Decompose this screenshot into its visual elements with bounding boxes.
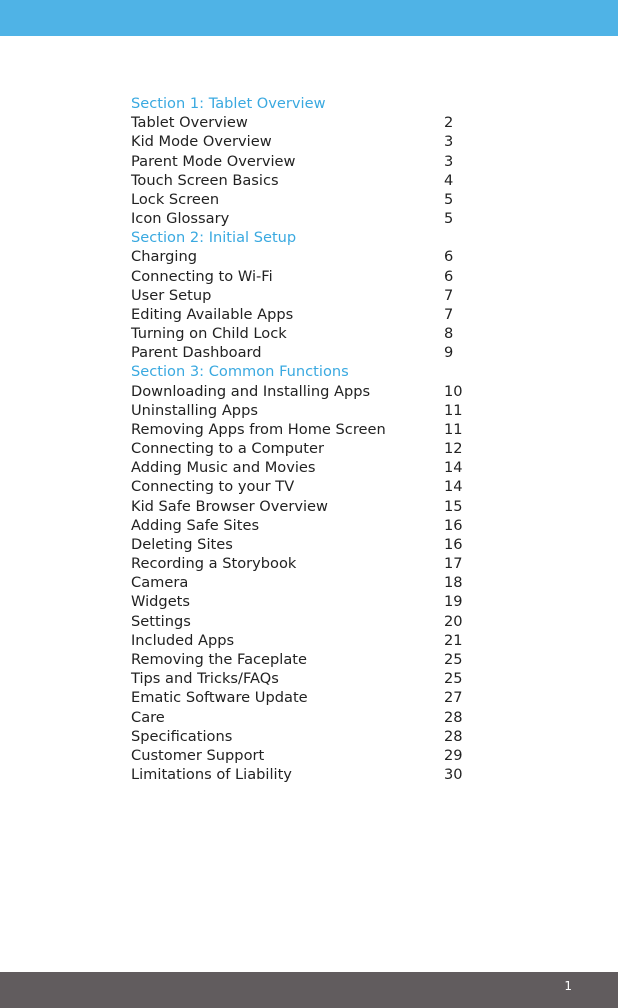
toc-entry[interactable] — [131, 401, 491, 420]
toc-entry-page: 10 — [444, 382, 463, 400]
toc-entry-page: 25 — [444, 650, 463, 668]
toc-entry[interactable] — [131, 382, 491, 401]
toc-entry[interactable] — [131, 152, 491, 171]
toc-entry-title: Kid Mode Overview — [131, 133, 272, 151]
toc-entry[interactable] — [131, 132, 491, 151]
toc-section-heading[interactable] — [131, 362, 491, 381]
toc-entry-page: 28 — [444, 727, 463, 745]
toc-entry-page: 5 — [444, 190, 454, 208]
toc-section-heading[interactable] — [131, 94, 491, 113]
toc-entry-title: Ematic Software Update — [131, 689, 308, 707]
toc-entry-page: 25 — [444, 670, 463, 688]
toc-entry-page: 14 — [444, 478, 463, 496]
toc-entry[interactable] — [131, 324, 491, 343]
toc-entry[interactable] — [131, 746, 491, 765]
toc-entry-page: 16 — [444, 535, 463, 553]
toc-entry[interactable] — [131, 612, 491, 631]
toc-entry[interactable] — [131, 343, 491, 362]
toc-entry[interactable] — [131, 650, 491, 669]
toc-entry[interactable] — [131, 267, 491, 286]
toc-entry-page: 29 — [444, 746, 463, 764]
toc-entry-page: 6 — [444, 267, 454, 285]
toc-entry-page: 11 — [444, 420, 463, 438]
toc-entry-page: 4 — [444, 171, 454, 189]
toc-entry-title: Parent Mode Overview — [131, 152, 296, 170]
toc-entry-title: Charging — [131, 248, 197, 266]
toc-entry-page: 3 — [444, 133, 454, 151]
toc-entry-page: 18 — [444, 574, 463, 592]
header-bar — [0, 0, 618, 36]
toc-entry-title: Editing Available Apps — [131, 305, 294, 323]
toc-entry-title: Deleting Sites — [131, 535, 233, 553]
toc-entry-title: Tips and Tricks/FAQs — [131, 670, 279, 688]
toc-entry-page: 7 — [444, 305, 454, 323]
toc-entry-title: Section 3: Common Functions — [131, 363, 349, 381]
toc-section-heading[interactable] — [131, 228, 491, 247]
toc-entry[interactable] — [131, 286, 491, 305]
toc-entry-title: Section 1: Tablet Overview — [131, 95, 326, 112]
toc-entry[interactable] — [131, 247, 491, 266]
toc-entry[interactable] — [131, 765, 491, 784]
toc-entry-page: 17 — [444, 555, 463, 573]
toc-entry[interactable] — [131, 554, 491, 573]
footer-bar — [0, 972, 618, 1008]
toc-entry-title: Turning on Child Lock — [131, 325, 287, 343]
toc-entry-title: Limitations of Liability — [131, 766, 292, 784]
toc-entry-page: 30 — [444, 766, 463, 784]
toc-entry[interactable] — [131, 516, 491, 535]
toc-entry[interactable] — [131, 535, 491, 554]
toc-entry[interactable] — [131, 688, 491, 707]
toc-entry[interactable] — [131, 477, 491, 496]
toc-entry-title: Included Apps — [131, 631, 235, 649]
toc-entry-page: 8 — [444, 325, 454, 343]
toc-entry-title: Uninstalling Apps — [131, 401, 258, 419]
toc-entry-title: Customer Support — [131, 746, 265, 764]
toc-entry[interactable] — [131, 631, 491, 650]
toc-entry[interactable] — [131, 305, 491, 324]
toc-entry-page: 3 — [444, 152, 454, 170]
toc-entry-title: Adding Music and Movies — [131, 459, 316, 477]
toc-entry-title: Widgets — [131, 593, 190, 611]
toc-entry-page: 15 — [444, 497, 463, 515]
toc-entry-title: Connecting to a Computer — [131, 440, 324, 458]
toc-entry[interactable] — [131, 209, 491, 228]
toc-entry[interactable] — [131, 113, 491, 132]
toc-entry-title: Lock Screen — [131, 190, 220, 208]
toc-entry[interactable] — [131, 573, 491, 592]
toc-entry[interactable] — [131, 171, 491, 190]
toc-entry[interactable] — [131, 497, 491, 516]
toc-entry-title: Recording a Storybook — [131, 555, 297, 573]
toc-entry-title: Icon Glossary — [131, 210, 230, 228]
toc-entry-title: Tablet Overview — [131, 114, 248, 132]
toc-entry-title: Removing Apps from Home Screen — [131, 420, 386, 438]
toc-entry-title: Section 2: Initial Setup — [131, 229, 297, 247]
toc-entry-title: Downloading and Installing Apps — [131, 382, 371, 400]
toc-entry-title: Specifications — [131, 727, 233, 745]
toc-entry-page: 14 — [444, 459, 463, 477]
toc-entry[interactable] — [131, 458, 491, 477]
toc-entry-page: 11 — [444, 401, 463, 419]
toc-entry-title: Parent Dashboard — [131, 344, 262, 362]
toc-entry-page: 7 — [444, 286, 454, 304]
toc-entry-title: Care — [131, 708, 165, 726]
toc-entry-page: 19 — [444, 593, 463, 611]
toc-entry-title: Camera — [131, 574, 189, 592]
toc-entry-title: Touch Screen Basics — [131, 171, 279, 189]
toc-entry-title: Settings — [131, 612, 191, 630]
toc-entry-page: 21 — [444, 631, 463, 649]
toc-entry-page: 16 — [444, 516, 463, 534]
toc-entry-title: Adding Safe Sites — [131, 516, 260, 534]
toc-entry-page: 2 — [444, 114, 454, 132]
toc-entry[interactable] — [131, 708, 491, 727]
toc-entry-page: 5 — [444, 210, 454, 228]
toc-entry[interactable] — [131, 439, 491, 458]
toc-entry[interactable] — [131, 592, 491, 611]
toc-entry[interactable] — [131, 669, 491, 688]
toc-entry-page: 6 — [444, 248, 454, 266]
toc-entry[interactable] — [131, 420, 491, 439]
toc-entry-title: Connecting to Wi-Fi — [131, 267, 273, 285]
toc-entry[interactable] — [131, 727, 491, 746]
toc-entry-title: Kid Safe Browser Overview — [131, 497, 328, 515]
toc-entry-page: 20 — [444, 612, 463, 630]
toc-entry-title: Connecting to your TV — [131, 478, 295, 496]
toc-entry-page: 27 — [444, 689, 463, 707]
table-of-contents — [131, 94, 491, 784]
toc-entry-page: 9 — [444, 344, 454, 362]
page-number: 1 — [564, 979, 572, 993]
toc-entry-page: 28 — [444, 708, 463, 726]
toc-entry-title: Removing the Faceplate — [131, 650, 308, 668]
toc-entry[interactable] — [131, 190, 491, 209]
toc-entry-page: 12 — [444, 440, 463, 458]
toc-entry-title: User Setup — [131, 286, 212, 304]
